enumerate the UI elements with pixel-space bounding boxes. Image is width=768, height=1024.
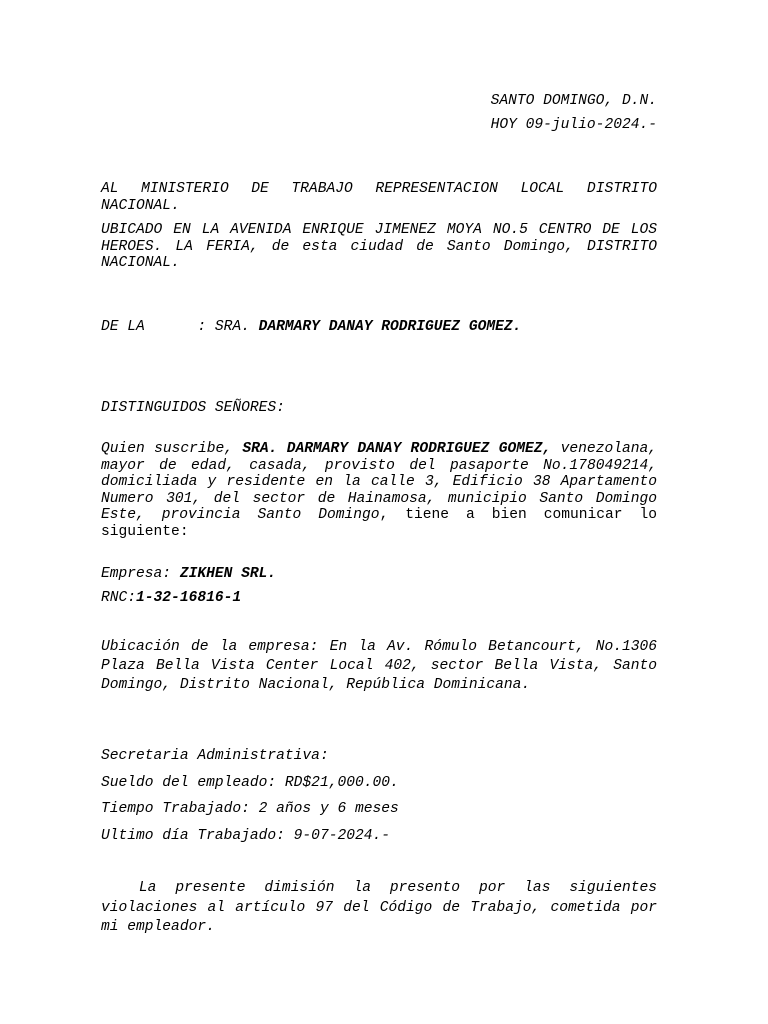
intro-tail: , tiene a bien comunicar lo siguiente: [101, 507, 657, 540]
recipient-line-1: AL MINISTERIO DE TRABAJO REPRESENTACION LOCAL DISTRITO NACIONAL. [101, 181, 657, 214]
date-line: HOY 09-julio-2024.- [490, 117, 657, 133]
recipient-address: UBICADO EN LA AVENIDA ENRIQUE JIMENEZ MOYA NO.5 CENTRO DE LOS HEROES. LA FERIA, de esta ciudad de Santo Domingo, DISTRITO NACIONAL. [101, 222, 657, 271]
rnc-label: RNC: [101, 590, 137, 606]
position-line: Secretaria Administrativa: [101, 748, 329, 764]
rnc-value: 1-32-16816-1 [136, 590, 242, 606]
rnc-line [101, 590, 657, 607]
time-worked-line: Tiempo Trabajado: 2 años y 6 meses [101, 801, 399, 817]
city-line: SANTO DOMINGO, D.N. [490, 93, 657, 109]
sender-name: DARMARY DANAY RODRIGUEZ GOMEZ. [258, 319, 522, 335]
intro-body: venezolana, mayor de edad, casada, provisto del pasaporte No.178049214, domiciliada y residente en la calle 3, Edificio 38 Apartamento Numero 301, del sector de Hainamosa, municipio Santo Domingo Este, provincia Santo Domingo [101, 441, 657, 523]
company-label: Empresa: [101, 566, 180, 582]
company-line [101, 566, 657, 583]
company-name: ZIKHEN SRL. [179, 566, 277, 582]
intro-name: SRA. DARMARY DANAY RODRIGUEZ GOMEZ, [242, 441, 552, 457]
salary-line: Sueldo del empleado: RD$21,000.00. [101, 775, 399, 791]
from-label: DE LA : SRA. [101, 319, 259, 335]
intro-lead: Quien suscribe, [101, 441, 243, 457]
last-day-line: Ultimo día Trabajado: 9-07-2024.- [101, 828, 391, 844]
closing-paragraph: La presente dimisión la presento por las siguientes violaciones al artículo 97 del Código de Trabajo, cometida por mi empleador. [101, 880, 666, 935]
salutation: DISTINGUIDOS SEÑORES: [101, 400, 285, 416]
intro-paragraph [101, 441, 657, 540]
from-line [101, 319, 657, 336]
company-location: Ubicación de la empresa: En la Av. Rómulo Betancourt, No.1306 Plaza Bella Vista Center Local 402, sector Bella Vista, Santo Domingo, Distrito Nacional, República Dominicana. [101, 639, 657, 693]
